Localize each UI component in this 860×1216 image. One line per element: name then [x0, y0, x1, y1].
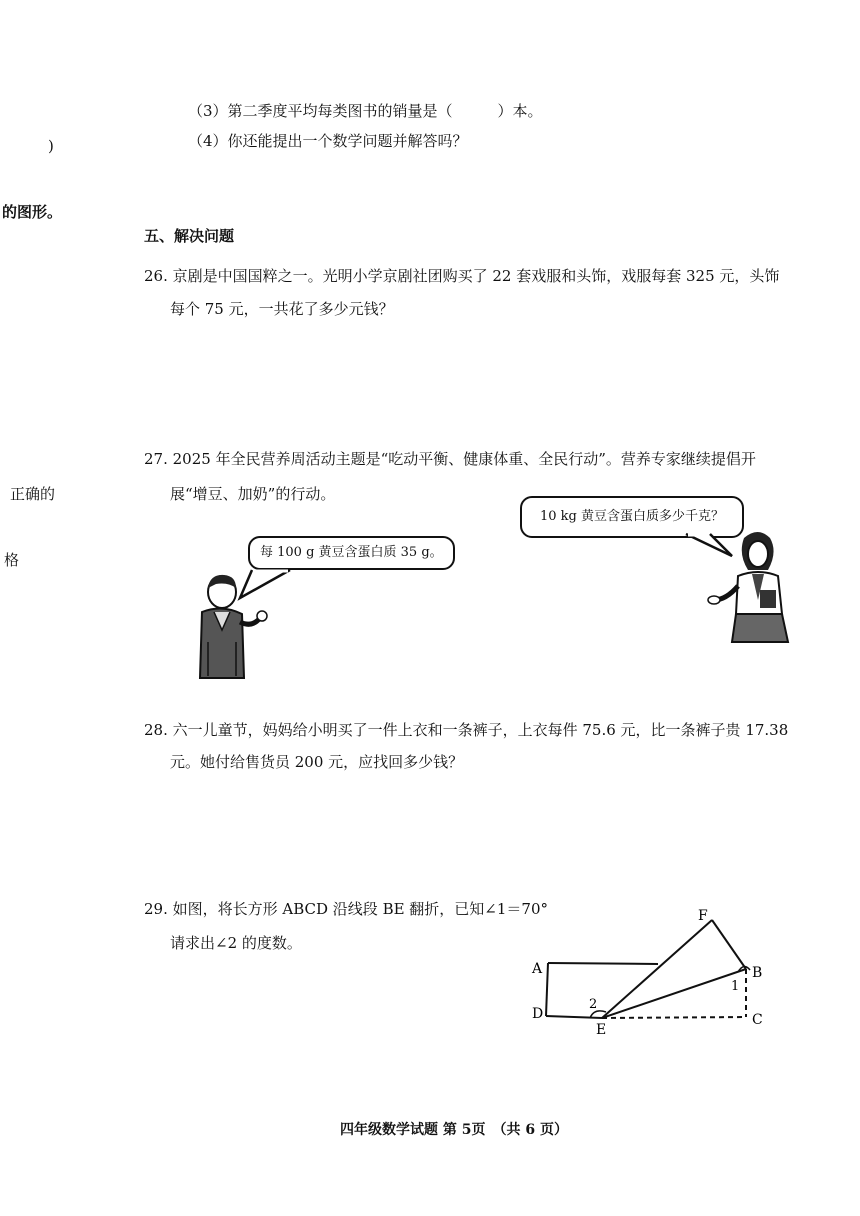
- label-b: B: [752, 965, 763, 981]
- margin-correct-text: 正确的: [10, 485, 56, 503]
- label-f: F: [698, 908, 708, 924]
- label-c: C: [752, 1012, 763, 1028]
- margin-paren: ): [48, 137, 54, 155]
- teacher-illustration: [708, 530, 792, 646]
- girl-bubble-text: 10 kg 黄豆含蛋白质多少千克？: [540, 509, 725, 524]
- q26-line-2: 每个 75 元，一共花了多少元钱？: [170, 300, 394, 318]
- folded-rectangle-figure: [520, 900, 780, 1040]
- label-d: D: [532, 1006, 544, 1022]
- question-4-text: （4）你还能提出一个数学问题并解答吗？: [188, 132, 468, 150]
- q27-line-1: 27. 2025 年全民营养周活动主题是“吃动平衡、健康体重、全民行动”。营养专家继续提倡开: [144, 450, 756, 468]
- segment-ec-dashed: [602, 1017, 746, 1018]
- boy-speech-bubble: [248, 536, 455, 570]
- q29-line-1: 29. 如图，将长方形 ABCD 沿线段 BE 翻折，已知∠1＝70°: [144, 900, 549, 918]
- label-angle-1: 1: [731, 979, 740, 994]
- label-a: A: [532, 961, 543, 977]
- segment-ef: [602, 920, 712, 1018]
- question-3-text: （3）第二季度平均每类图书的销量是（ ）本。: [188, 102, 543, 120]
- segment-fb: [712, 920, 746, 969]
- boy-bubble-text: 每 100 g 黄豆含蛋白质 35 g。: [260, 545, 443, 560]
- label-angle-2: 2: [589, 997, 598, 1012]
- q26-line-1: 26. 京剧是中国国粹之一。光明小学京剧社团购买了 22 套戏服和头饰，戏服每套 325 元，头饰: [144, 267, 780, 285]
- segment-a-top: [548, 963, 658, 964]
- boy-illustration: [194, 572, 274, 684]
- segment-ad: [546, 963, 548, 1016]
- segment-de: [546, 1016, 602, 1018]
- label-e: E: [596, 1022, 607, 1038]
- section-title: 五、解决问题: [144, 227, 235, 245]
- q28-line-1: 28. 六一儿童节，妈妈给小明买了一件上衣和一条裤子，上衣每件 75.6 元，比一条裤子贵 17.38: [144, 721, 789, 739]
- q27-line-2: 展“增豆、加奶”的行动。: [170, 485, 336, 503]
- margin-shape-text: 的图形。: [2, 203, 63, 221]
- q28-line-2: 元。她付给售货员 200 元，应找回多少钱？: [170, 753, 464, 771]
- q29-line-2: 请求出∠2 的度数。: [170, 934, 302, 952]
- page-footer: 四年级数学试题 第 5页 （共 6 页）: [340, 1122, 568, 1138]
- segment-eb: [602, 969, 746, 1018]
- margin-grid-text: 格: [4, 551, 20, 569]
